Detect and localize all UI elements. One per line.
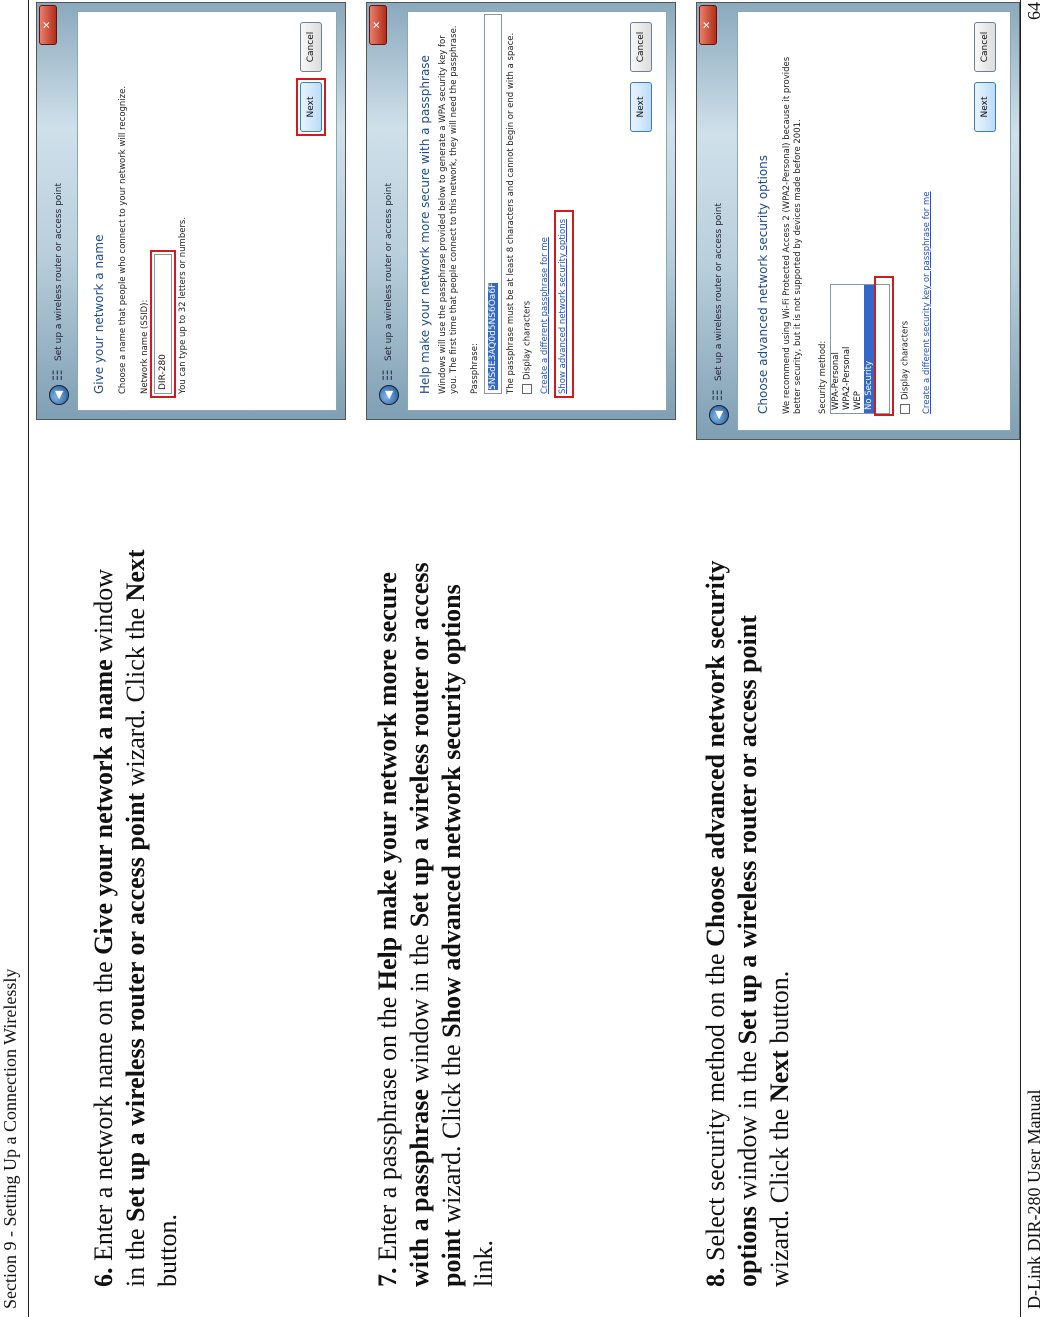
back-arrow-icon[interactable]: ◀ (49, 385, 69, 405)
highlight-box (874, 276, 894, 416)
passphrase-input[interactable] (484, 14, 502, 394)
highlight-box (150, 250, 176, 398)
page-heading: Give your network a name (92, 234, 106, 394)
wireless-network-icon: ☷ (381, 369, 396, 381)
passphrase-label: Passphrase: (470, 343, 480, 394)
step-6: 6. Enter a network name on the Give your network a name window in the Set up a wireless router or access point wizard. Click the Next button. (89, 549, 182, 1287)
wireless-network-icon: ☷ (711, 389, 726, 401)
step-number: 8. (701, 1267, 730, 1287)
close-button[interactable]: ✕ (369, 5, 387, 45)
selected-value: WPA-Personal (831, 352, 841, 410)
wireless-network-icon: ☷ (51, 369, 66, 381)
option[interactable]: WEP (853, 391, 863, 410)
cancel-button[interactable]: Cancel (974, 22, 996, 72)
header-rule (28, 0, 29, 1317)
cancel-button[interactable]: Cancel (300, 22, 322, 72)
option[interactable]: No Security (864, 285, 875, 413)
wizard-title: Set up a wireless router or access point (714, 202, 724, 381)
description: Choose a name that people who connect to your network will recognize. (118, 85, 128, 394)
page-number: 64 (1024, 2, 1044, 20)
next-button[interactable]: Next (974, 82, 996, 132)
create-key-link[interactable]: Create a different security key or passphrase for me (922, 191, 932, 414)
step-number: 7. (373, 1267, 402, 1287)
show-advanced-options-link[interactable]: Show advanced network security options (558, 218, 568, 394)
cancel-button[interactable]: Cancel (630, 22, 652, 72)
section-header: Section 9 - Setting Up a Connection Wirelessly (0, 968, 20, 1309)
display-characters-checkbox[interactable]: Display characters (900, 321, 911, 414)
passphrase-hint: The passphrase must be at least 8 characters and cannot begin or end with a space. (506, 32, 516, 394)
back-arrow-icon[interactable]: ◀ (379, 385, 399, 405)
display-characters-checkbox[interactable]: Display characters (522, 301, 533, 394)
passphrase-value: 5NSdE3AQ0d5NS6Oa6F (488, 282, 498, 390)
next-button[interactable]: Next (300, 82, 322, 132)
security-method-label: Security method: (818, 340, 828, 414)
next-button[interactable]: Next (630, 82, 652, 132)
step-number: 6. (89, 1267, 118, 1287)
checkbox-icon (522, 384, 532, 394)
ssid-input[interactable]: DIR-280 (154, 254, 172, 394)
back-arrow-icon[interactable]: ◀ (709, 405, 729, 425)
step-7: 7. Enter a passphrase on the Help make your network more secure with a passphrase window in the Set up a wireless router or access point wizard. Click the Show advanced network security options link. (373, 562, 498, 1287)
wizard-screenshot-name (36, 2, 346, 420)
description: Windows will use the passphrase provided below to generate a WPA security key for you. The first time that people connect to this network, they will need the passphrase. (438, 25, 459, 394)
footer-rule (1020, 0, 1021, 1317)
footer-manual-name: D-Link DIR-280 User Manual (1024, 1089, 1044, 1309)
page-heading: Help make your network more secure with a passphrase (418, 55, 432, 394)
ssid-hint: You can type up to 32 letters or numbers. (178, 216, 188, 394)
step-8: 8. Select security method on the Choose advanced network security options window in the Set up a wireless router or access point wizard. Click the Next button. (701, 560, 794, 1287)
page-heading: Choose advanced network security options (756, 154, 770, 414)
ssid-label: Network name (SSID): (140, 299, 150, 394)
create-passphrase-link[interactable]: Create a different passphrase for me (540, 237, 550, 394)
wizard-title: Set up a wireless router or access point (384, 182, 394, 361)
checkbox-icon (900, 404, 910, 414)
next-highlight (296, 78, 326, 136)
wizard-screenshot-passphrase (366, 2, 676, 420)
wizard-screenshot-security (696, 2, 1020, 440)
close-button[interactable]: ✕ (39, 5, 57, 45)
description: We recommend using Wi-Fi Protected Access 2 (WPA2-Personal) because it provides better security, but it is not supported by devices made before 2001. (782, 56, 803, 414)
highlight-box (554, 210, 574, 398)
wizard-title: Set up a wireless router or access point (54, 182, 64, 361)
option[interactable]: WPA2-Personal (842, 346, 852, 410)
close-button[interactable]: ✕ (699, 5, 717, 45)
